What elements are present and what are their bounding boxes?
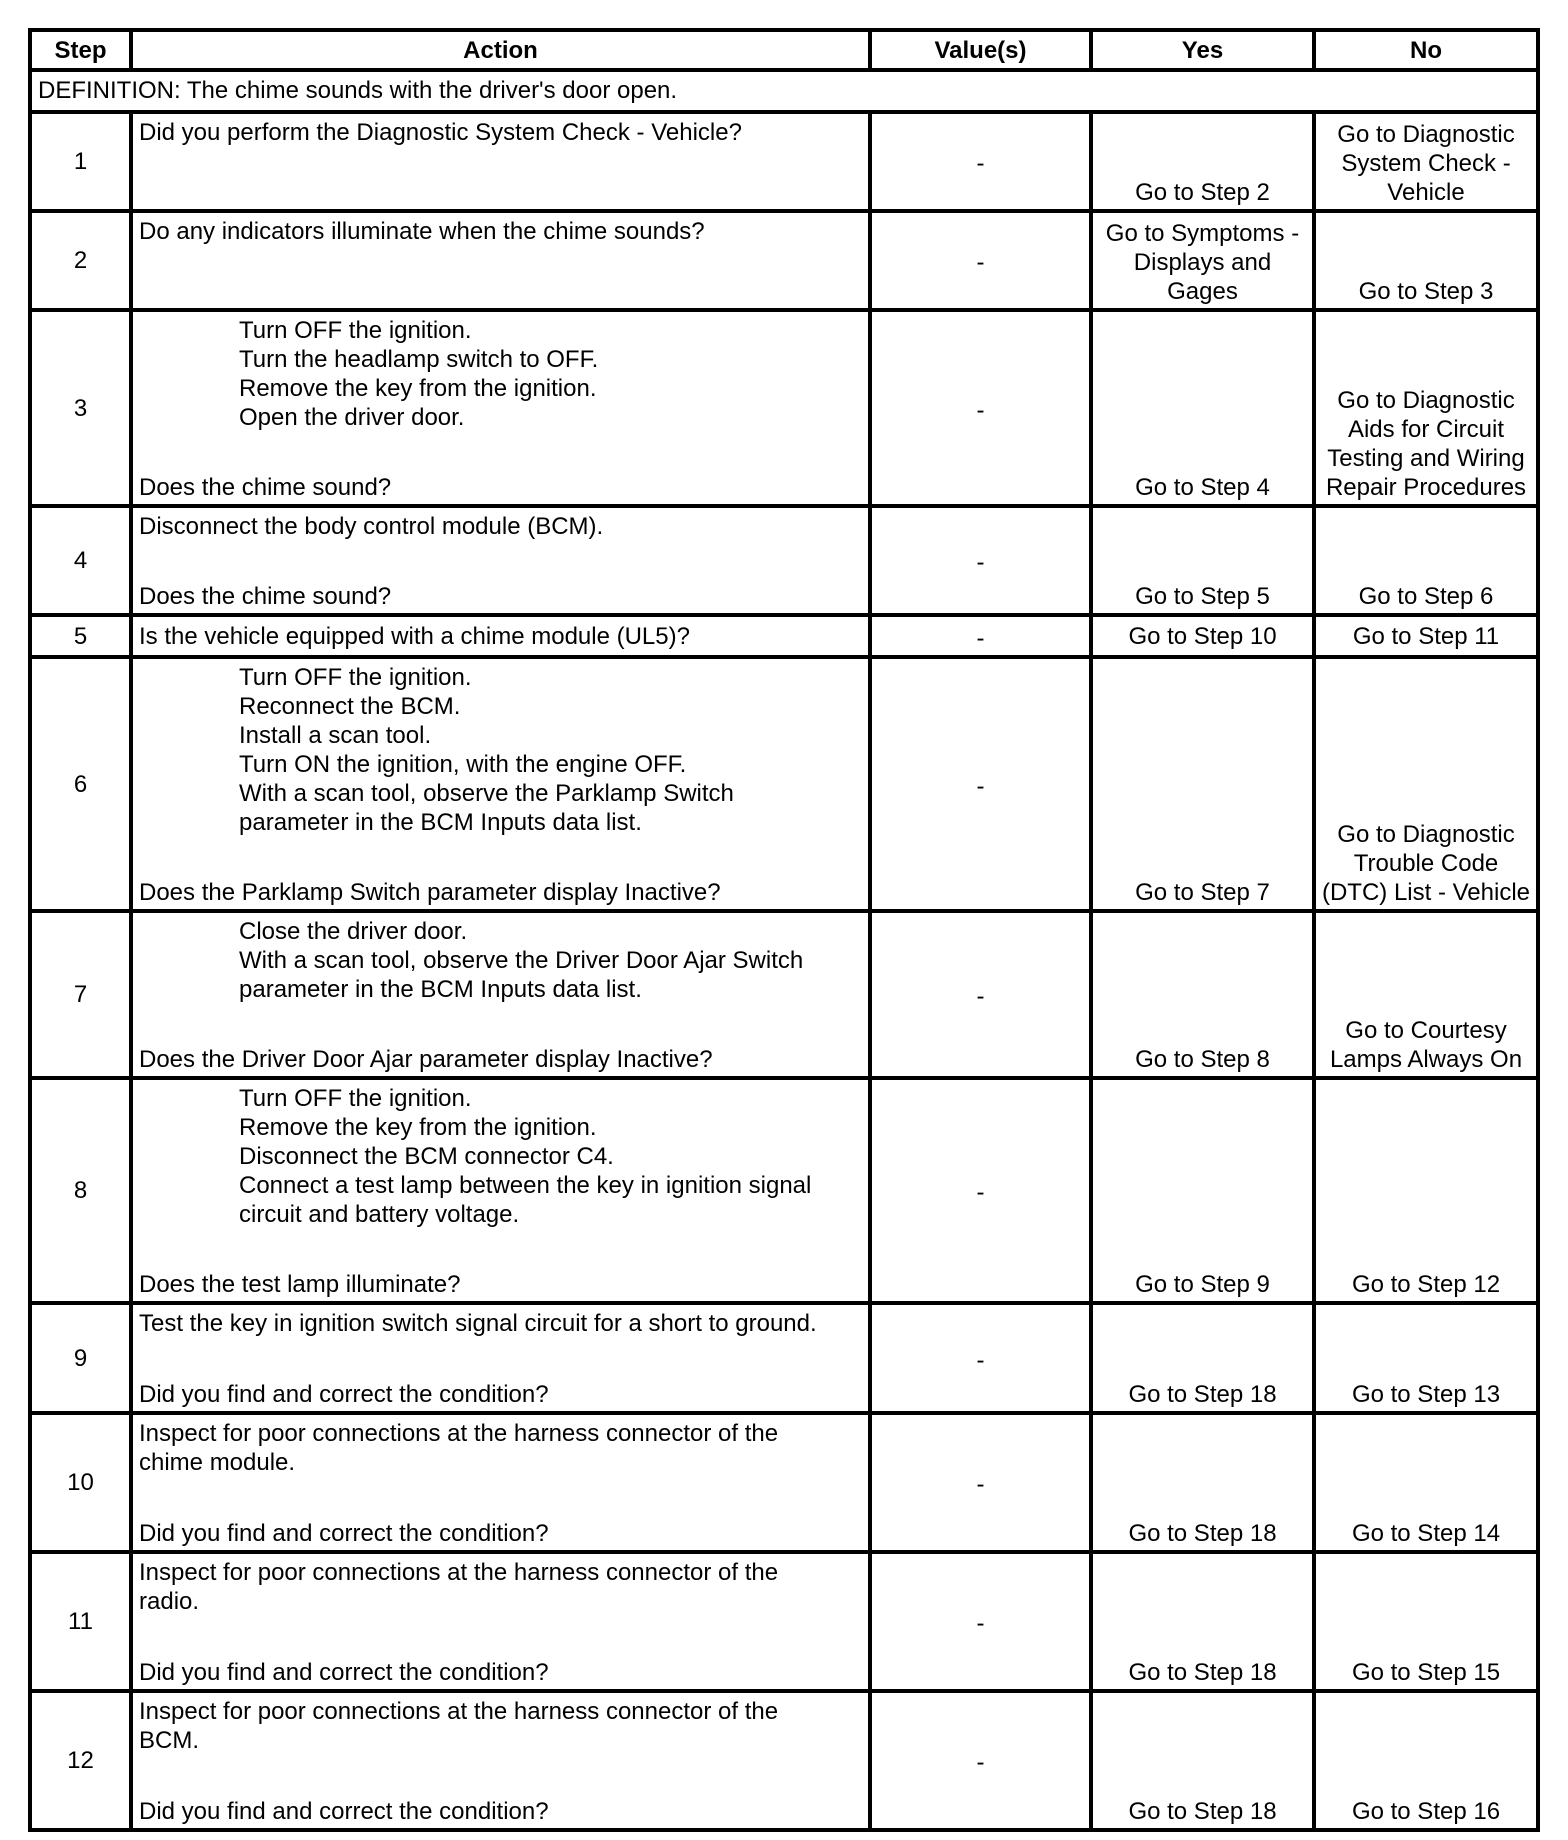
substep: Turn OFF the ignition. (239, 664, 472, 691)
table-row (30, 310, 1538, 506)
action-substeps (139, 316, 862, 432)
value-text: - (976, 150, 985, 177)
step-action (131, 310, 870, 506)
step-number: 8 (30, 1078, 131, 1303)
table-row (30, 615, 1538, 657)
step-action (131, 1552, 870, 1691)
step-value (870, 911, 1091, 1078)
action-substeps (139, 917, 862, 1004)
substep: Close the driver door. (239, 918, 468, 945)
substep: Reconnect the BCM. (239, 693, 461, 720)
step-action (131, 1413, 870, 1552)
substep: Connect a test lamp between the key in ignition signal circuit and battery voltage. (239, 1172, 812, 1228)
substep: Turn the headlamp switch to OFF. (239, 346, 599, 373)
table-row (30, 1413, 1538, 1552)
action-question: Did you find and correct the condition? (139, 1659, 549, 1686)
substep: Remove the key from the ignition. (239, 375, 597, 402)
substep: Remove the key from the ignition. (239, 1114, 597, 1141)
action-substeps (139, 1084, 862, 1229)
action-question: Does the chime sound? (139, 474, 392, 501)
step-action (131, 657, 870, 911)
value-text: - (976, 249, 985, 276)
value-text: - (976, 1179, 985, 1206)
step-no: Go to Diagnostic Trouble Code (DTC) List - Vehicle (1314, 657, 1538, 911)
step-no: Go to Step 16 (1314, 1691, 1538, 1830)
step-no: Go to Step 12 (1314, 1078, 1538, 1303)
step-no: Go to Step 14 (1314, 1413, 1538, 1552)
step-value (870, 310, 1091, 506)
substep: With a scan tool, observe the Parklamp Switch parameter in the BCM Inputs data list. (239, 780, 734, 836)
step-yes: Go to Step 5 (1091, 506, 1314, 615)
action-lead: Did you perform the Diagnostic System Check - Vehicle? (139, 119, 742, 146)
step-no: Go to Step 15 (1314, 1552, 1538, 1691)
step-value (870, 1691, 1091, 1830)
action-lead: Is the vehicle equipped with a chime module (UL5)? (139, 622, 690, 650)
table-row (30, 911, 1538, 1078)
step-yes: Go to Step 4 (1091, 310, 1314, 506)
step-number: 7 (30, 911, 131, 1078)
step-yes: Go to Step 2 (1091, 112, 1314, 211)
step-yes: Go to Step 18 (1091, 1303, 1314, 1413)
value-text: - (976, 1749, 985, 1776)
table-row (30, 211, 1538, 310)
action-lead: Inspect for poor connections at the harness connector of the BCM. (139, 1698, 779, 1754)
step-yes: Go to Step 18 (1091, 1413, 1314, 1552)
step-no: Go to Step 3 (1314, 211, 1538, 310)
table-row (30, 657, 1538, 911)
step-action (131, 1691, 870, 1830)
action-question: Does the Driver Door Ajar parameter display Inactive? (139, 1046, 713, 1073)
substep: With a scan tool, observe the Driver Door Ajar Switch parameter in the BCM Inputs data list. (239, 947, 804, 1003)
action-lead: Do any indicators illuminate when the chime sounds? (139, 218, 705, 245)
step-value (870, 112, 1091, 211)
step-number: 5 (30, 615, 131, 657)
header-step: Step (30, 30, 131, 70)
step-value (870, 1078, 1091, 1303)
action-lead: Inspect for poor connections at the harness connector of the chime module. (139, 1420, 779, 1476)
step-number: 10 (30, 1413, 131, 1552)
step-number: 12 (30, 1691, 131, 1830)
step-action (131, 1303, 870, 1413)
header-row (30, 30, 1538, 70)
step-number: 4 (30, 506, 131, 615)
step-action (131, 506, 870, 615)
step-action (131, 211, 870, 310)
step-yes: Go to Step 18 (1091, 1552, 1314, 1691)
step-action (131, 112, 870, 211)
value-text: - (976, 549, 985, 576)
substep: Install a scan tool. (239, 722, 432, 749)
substep: Turn OFF the ignition. (239, 317, 472, 344)
step-action (131, 1078, 870, 1303)
value-text: - (976, 983, 985, 1010)
step-yes: Go to Symptoms - Displays and Gages (1091, 211, 1314, 310)
value-text: - (976, 1471, 985, 1498)
substep: Disconnect the BCM connector C4. (239, 1143, 614, 1170)
definition-row (30, 70, 1538, 112)
definition-text: DEFINITION: The chime sounds with the driver's door open. (30, 70, 1538, 112)
value-text: - (976, 1610, 985, 1637)
step-number: 1 (30, 112, 131, 211)
step-no: Go to Diagnostic System Check - Vehicle (1314, 112, 1538, 211)
header-no: No (1314, 30, 1538, 70)
diagnostic-table (28, 28, 1540, 1832)
substep: Turn OFF the ignition. (239, 1085, 472, 1112)
header-action: Action (131, 30, 870, 70)
step-no: Go to Diagnostic Aids for Circuit Testing and Wiring Repair Procedures (1314, 310, 1538, 506)
action-question: Did you find and correct the condition? (139, 1381, 549, 1408)
action-question: Does the Parklamp Switch parameter display Inactive? (139, 879, 721, 906)
step-value (870, 657, 1091, 911)
table-row (30, 1552, 1538, 1691)
step-no: Go to Step 11 (1314, 615, 1538, 657)
step-yes: Go to Step 18 (1091, 1691, 1314, 1830)
step-value (870, 211, 1091, 310)
step-no (1314, 911, 1538, 1078)
step-number: 9 (30, 1303, 131, 1413)
step-action (131, 615, 870, 657)
action-question: Does the test lamp illuminate? (139, 1271, 461, 1298)
table-row (30, 112, 1538, 211)
step-value (870, 615, 1091, 657)
substep: Open the driver door. (239, 404, 465, 431)
value-text: - (976, 1346, 985, 1374)
step-number: 6 (30, 657, 131, 911)
value-text: - (976, 396, 985, 424)
step-yes: Go to Step 10 (1091, 615, 1314, 657)
action-lead: Disconnect the body control module (BCM). (139, 513, 604, 540)
action-substeps (139, 663, 862, 837)
step-value (870, 1303, 1091, 1413)
value-text: - (976, 772, 985, 800)
step-number: 3 (30, 310, 131, 506)
table-row (30, 1303, 1538, 1413)
substep: Turn ON the ignition, with the engine OFF. (239, 751, 687, 778)
header-values: Value(s) (870, 30, 1091, 70)
step-value (870, 1552, 1091, 1691)
value-text: - (976, 624, 985, 652)
no-text: Go to Courtesy Lamps Always On (1329, 1017, 1523, 1073)
step-yes: Go to Step 7 (1091, 657, 1314, 911)
step-action (131, 911, 870, 1078)
step-no: Go to Step 6 (1314, 506, 1538, 615)
table-row (30, 1078, 1538, 1303)
step-value (870, 506, 1091, 615)
step-yes: Go to Step 9 (1091, 1078, 1314, 1303)
step-yes: Go to Step 8 (1091, 911, 1314, 1078)
header-yes: Yes (1091, 30, 1314, 70)
step-no: Go to Step 13 (1314, 1303, 1538, 1413)
step-value (870, 1413, 1091, 1552)
action-question: Did you find and correct the condition? (139, 1798, 549, 1825)
table-row (30, 506, 1538, 615)
step-number: 11 (30, 1552, 131, 1691)
step-number: 2 (30, 211, 131, 310)
table-row (30, 1691, 1538, 1830)
action-question: Did you find and correct the condition? (139, 1520, 549, 1547)
action-question: Does the chime sound? (139, 583, 392, 610)
action-lead: Test the key in ignition switch signal circuit for a short to ground. (139, 1310, 817, 1337)
action-lead: Inspect for poor connections at the harness connector of the radio. (139, 1559, 779, 1615)
